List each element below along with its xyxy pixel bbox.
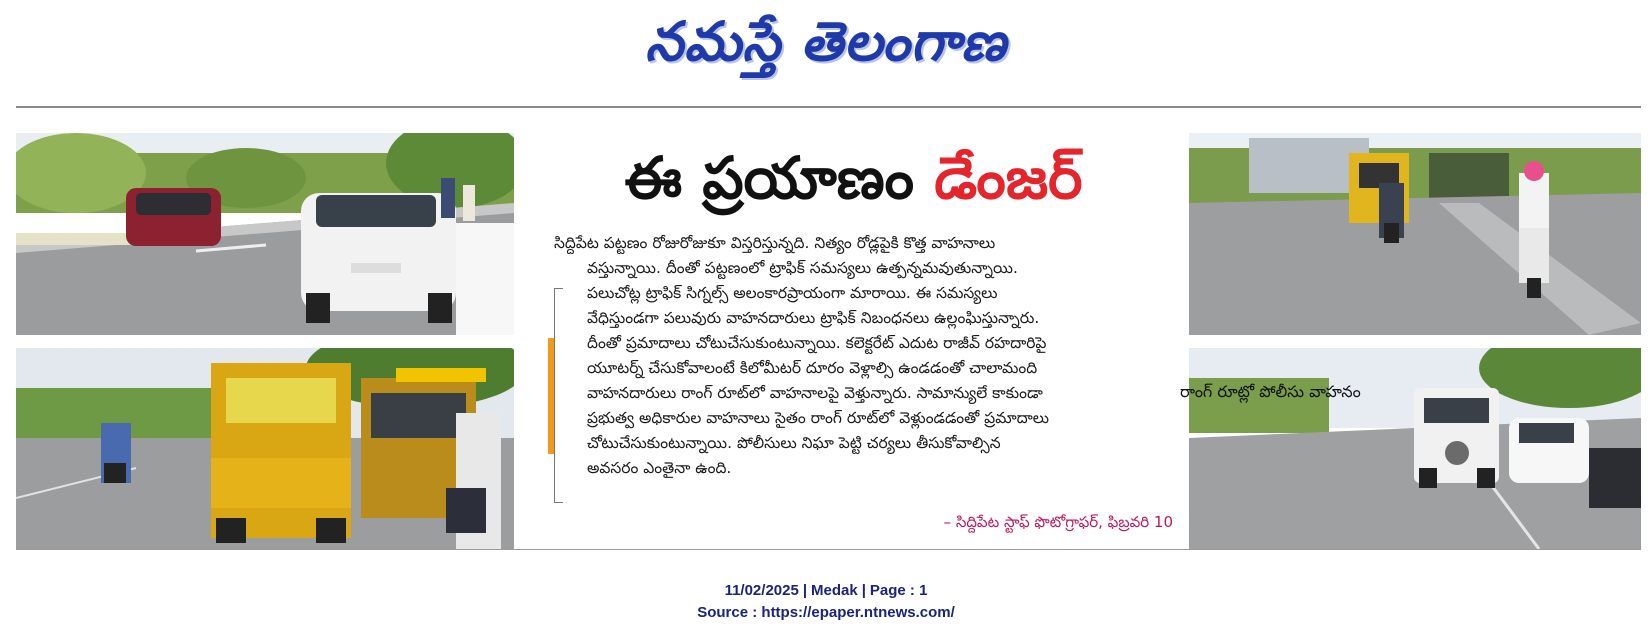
body-line: వాహనదారులు రాంగ్ రూట్‌లో వాహనాలపై వెళ్తున్నారు. సామాన్యులే కాకుండా [587,384,1043,402]
photo-motorbikes [1189,133,1641,335]
body-line: యూటర్న్ చేసుకోవాలంటే కిలోమీటర్ దూరం వెళ్లాల్సి ఉండడంతో చాలామంది [587,359,1038,377]
headline [526,133,1181,223]
footer-edition: Medak [811,582,858,599]
footer-date: 11/02/2025 [724,582,799,599]
headline-part-black: ఈ ప్రయాణం [624,144,915,212]
body-line: వస్తున్నాయి. దీంతో పట్టణంలో ట్రాఫిక్ సమస్యలు ఉత్పన్నమవుతున్నాయి. [587,259,1018,277]
photo-caption: రాంగ్ రూట్లో పోలీసు వాహనం [1180,382,1361,401]
body-line: చోటుచేసుకుంటున్నాయి. పోలీసులు నిఘా పెట్టి చర్యలు తీసుకోవాల్సిన [587,434,1001,452]
body-line: పలుచోట్ల ట్రాఫిక్ సిగ్నల్స్ అలంకారప్రాయంగా మారాయి. ఈ సమస్యలు [587,284,998,302]
photo-police-vehicle [1189,348,1641,549]
body-line: దీంతో ప్రమాదాలు చోటుచేసుకుంటున్నాయి. కలెక్టరేట్ ఎదుట రాజీవ్ రహదారిపై [587,334,1047,352]
page-footer [0,580,1652,624]
footer-meta [0,580,1652,602]
photo-trucks-on-road [16,348,514,549]
news-article [16,133,1641,549]
footer-source: Source : https://epaper.ntnews.com/ [697,604,955,621]
body-line: వేధిస్తుండగా పలువురు వాహనదారులు ట్రాఫిక్ నిబంధనలు ఉల్లంఘిస్తున్నారు. [587,309,1040,327]
newspaper-logo: నమస్తే తెలంగాణ [645,9,1007,73]
masthead [0,8,1652,88]
body-line: ప్రభుత్వ అధికారుల వాహనాలు సైతం రాంగ్ రూట్‌లో వెళ్లుండడంతో ప్రమాదాలు [587,409,1050,427]
article-center [526,133,1181,549]
footer-separator: | [861,582,866,599]
header-divider [16,106,1641,108]
article-bottom-divider [16,549,1641,550]
headline-part-red: డేంజర్ [934,144,1083,212]
article-body [554,231,1174,481]
footer-separator: | [802,582,808,599]
body-line: అవసరం ఎంతైనా ఉంది. [587,459,732,477]
photo-cars-on-road [16,133,514,335]
body-line: సిద్దిపేట పట్టణం రోజురోజుకూ విస్తరిస్తున్నది. నిత్యం రోడ్లపైకి కొత్త వాహనాలు [554,234,996,252]
photo-credit: – సిద్దిపేట స్టాఫ్ ఫొటోగ్రాఫర్, ఫిబ్రవరి 10 [943,513,1173,531]
footer-page: Page : 1 [869,582,928,599]
